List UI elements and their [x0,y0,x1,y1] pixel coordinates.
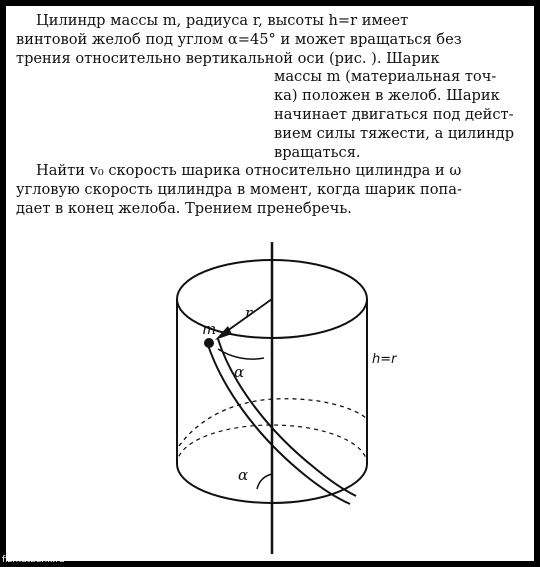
label-alpha-top: α [234,363,245,381]
text-line: Цилиндр массы m, радиуса r, высоты h=r имеет [36,12,409,29]
label-m: m [202,320,217,338]
text-line: угловую скорость цилиндра в момент, когда шарик попа- [16,181,462,199]
alpha-arc-bottom [257,474,272,489]
text-line: начинает двигаться под дейст- [274,105,514,123]
cylinder-figure [6,6,534,561]
ball-mass-m [204,338,214,348]
text-line: винтовой желоб под углом α=45° и может вращаться без [16,30,462,48]
text-line: трения относительно вертикальной оси (рис. ). Шарик [16,49,440,67]
text-line: массы m (материальная точ- [274,68,497,86]
label-alpha-bottom: α [238,466,249,484]
watermark: fizmatbank.ru [2,555,65,565]
text-line: вращаться. [274,143,361,161]
label-height: h=r [372,352,397,367]
text-line: вием силы тяжести, а цилиндр [274,124,515,142]
radius-arrowhead [215,326,232,340]
text-line: Найти v₀ скорость шарика относительно цилиндра и ω [36,162,462,180]
page [6,6,534,561]
text-line: ка) положен в желоб. Шарик [274,87,500,105]
text-line: дает в конец желоба. Трением пренебречь. [16,199,352,217]
label-r: r [245,304,253,322]
